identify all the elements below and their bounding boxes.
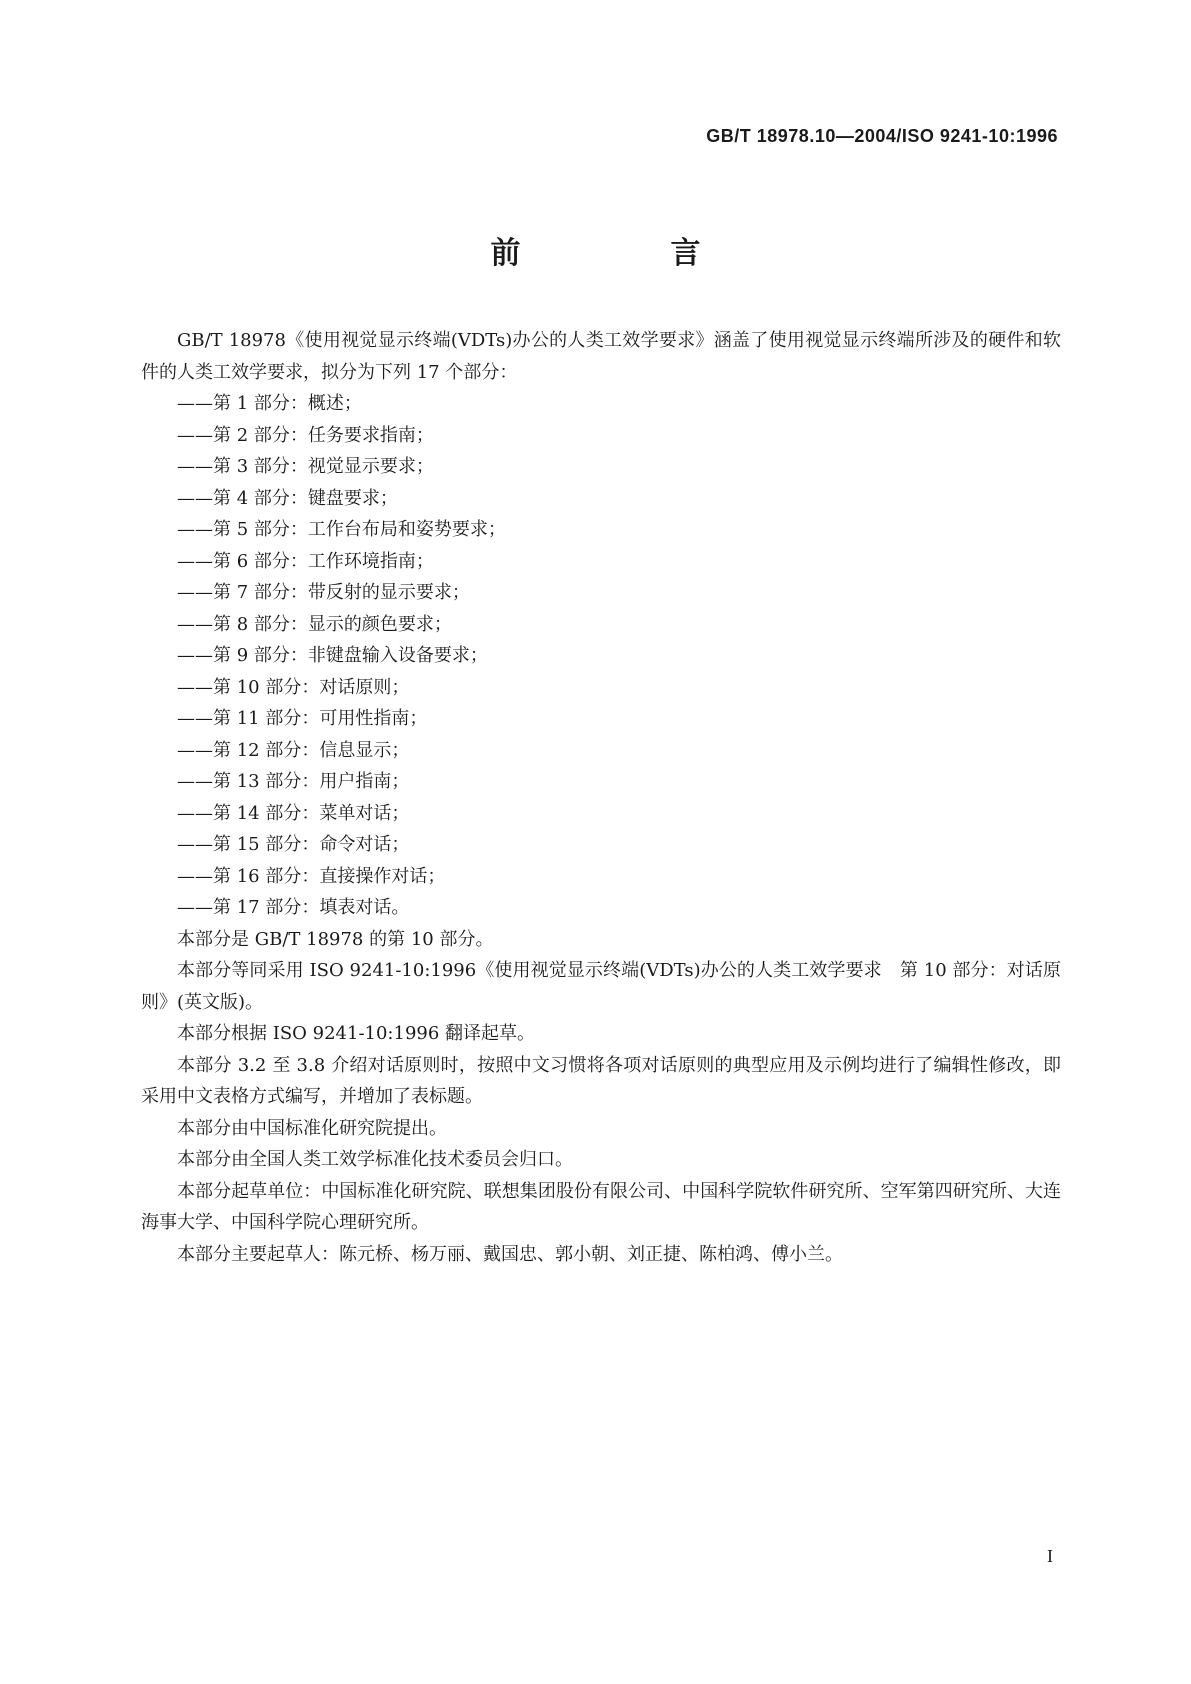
standard-code-header: GB/T 18978.10—2004/ISO 9241-10:1996 — [706, 126, 1058, 146]
list-item: ——第 15 部分：命令对话； — [177, 834, 410, 855]
paragraph-equivalence: 本部分等同采用 ISO 9241-10:1996《使用视觉显示终端(VDTs)办公的人类工效学要求 第 10 部分：对话原则》(英文版)。 — [141, 960, 1061, 1013]
list-item: ——第 3 部分：视觉显示要求； — [177, 456, 434, 477]
list-item: ——第 4 部分：键盘要求； — [177, 487, 398, 509]
preface-body — [141, 325, 1061, 1270]
list-item: ——第 16 部分：直接操作对话； — [177, 865, 446, 887]
intro-paragraph: GB/T 18978《使用视觉显示终端(VDTs)办公的人类工效学要求》涵盖了使用视觉显示终端所涉及的硬件和软件的人类工效学要求，拟分为下列 17 个部分： — [141, 330, 1061, 383]
page-title: 前 言 — [490, 236, 761, 271]
paragraph-proposed-by: 本部分由中国标准化研究院提出。 — [177, 1117, 447, 1139]
list-item: ——第 2 部分：任务要求指南； — [177, 424, 434, 446]
paragraph-part-number: 本部分是 GB/T 18978 的第 10 部分。 — [177, 928, 494, 950]
paragraph-drafting-units: 本部分起草单位：中国标准化研究院、联想集团股份有限公司、中国科学院软件研究所、空军第四研究所、大连海事大学、中国科学院心理研究所。 — [141, 1180, 1061, 1233]
list-item: ——第 5 部分：工作台布局和姿势要求； — [177, 519, 506, 540]
paragraph-administered-by: 本部分由全国人类工效学标准化技术委员会归口。 — [177, 1149, 573, 1170]
list-item: ——第 8 部分：显示的颜色要求； — [177, 613, 452, 635]
list-item: ——第 10 部分：对话原则； — [177, 676, 410, 698]
list-item: ——第 12 部分：信息显示； — [177, 739, 410, 761]
list-item: ——第 1 部分：概述； — [177, 393, 362, 414]
paragraph-editorial-changes: 本部分 3.2 至 3.8 介绍对话原则时，按照中文习惯将各项对话原则的典型应用及示例均进行了编辑性修改，即采用中文表格方式编写，并增加了表标题。 — [141, 1054, 1061, 1107]
parts-list — [141, 388, 1061, 924]
paragraph-translation: 本部分根据 ISO 9241-10:1996 翻译起草。 — [177, 1023, 536, 1044]
list-item: ——第 14 部分：菜单对话； — [177, 802, 410, 824]
paragraph-drafters: 本部分主要起草人：陈元桥、杨万丽、戴国忠、郭小朝、刘正捷、陈柏鸿、傅小兰。 — [177, 1243, 843, 1265]
list-item: ——第 7 部分：带反射的显示要求； — [177, 582, 470, 603]
list-item: ——第 11 部分：可用性指南； — [177, 708, 428, 729]
list-item: ——第 9 部分：非键盘输入设备要求； — [177, 645, 488, 666]
page-number: I — [1047, 1546, 1053, 1566]
list-item: ——第 6 部分：工作环境指南； — [177, 550, 434, 572]
list-item: ——第 17 部分：填表对话。 — [177, 897, 410, 918]
list-item: ——第 13 部分：用户指南； — [177, 771, 410, 792]
